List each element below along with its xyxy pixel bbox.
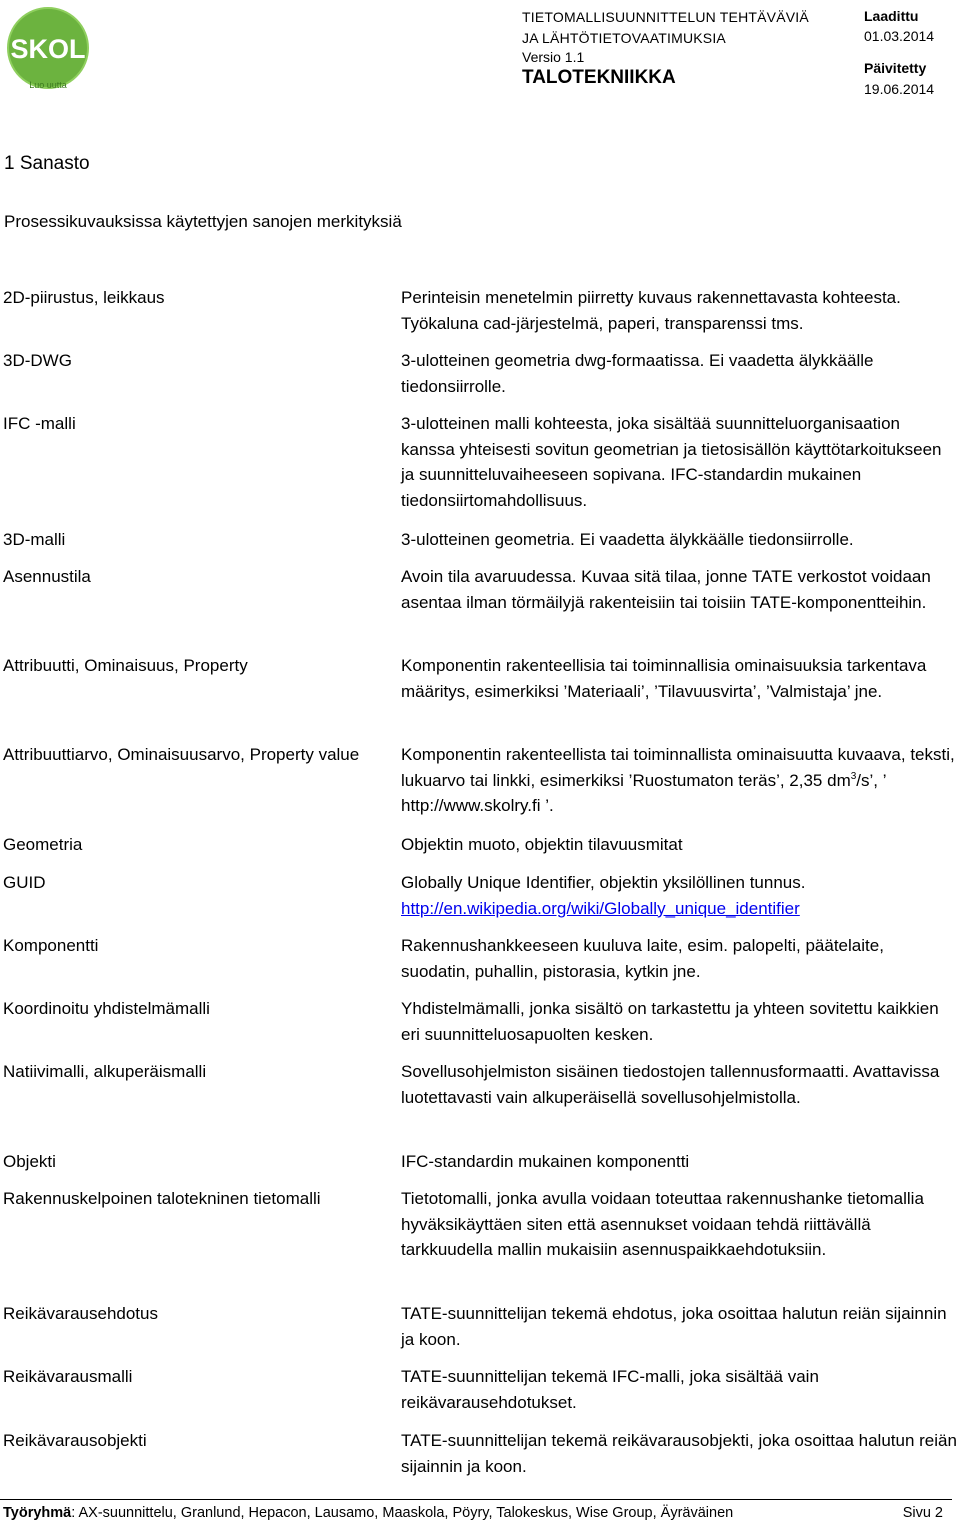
glossary-definition — [401, 870, 957, 921]
document-version: Versio 1.1 — [522, 49, 585, 65]
document-title — [522, 7, 809, 49]
glossary-term: GUID — [3, 873, 46, 892]
glossary-definition: TATE-suunnittelijan tekemä IFC-malli, joka sisältää vain reikävarausehdotukset. — [401, 1367, 819, 1412]
section-subheading: Prosessikuvauksissa käytettyjen sanojen merkityksiä — [4, 212, 402, 231]
glossary-term: Attribuutti, Ominaisuus, Property — [3, 656, 248, 675]
glossary-term: Geometria — [3, 835, 83, 854]
glossary-definition-text-end: /s’, ’ http://www.skolry.fi ’. — [401, 770, 886, 815]
glossary-definition: 3-ulotteinen geometria dwg-formaatissa. Ei vaadetta älykkäälle tiedonsiirrolle. — [401, 351, 874, 396]
glossary-term: Komponentti — [3, 936, 99, 955]
glossary-term: IFC -malli — [3, 414, 76, 433]
page-footer — [3, 1503, 943, 1523]
glossary-definition: Objektin muoto, objektin tilavuusmitat — [401, 835, 683, 854]
glossary-definition: Yhdistelmämalli, jonka sisältö on tarkastettu ja yhteen sovitettu kaikkien eri suunnitteluosapuolten kesken. — [401, 999, 939, 1044]
glossary-term: Reikävarausmalli — [3, 1367, 133, 1386]
glossary-term: Objekti — [3, 1152, 56, 1171]
glossary-definition: Rakennushankkeeseen kuuluva laite, esim. palopelti, päätelaite, suodatin, puhallin, pistorasia, kytkin jne. — [401, 936, 884, 981]
glossary-term: 3D-DWG — [3, 351, 72, 370]
glossary-term: Natiivimalli, alkuperäismalli — [3, 1062, 207, 1081]
footer-group-members: : AX-suunnittelu, Granlund, Hepacon, Lausamo, Maaskola, Pöyry, Talokeskus, Wise Group, Äyräväinen — [71, 1505, 734, 1521]
guid-wikipedia-link[interactable]: http://en.wikipedia.org/wiki/Globally_unique_identifier — [401, 898, 800, 918]
document-title-line-2: JA LÄHTÖTIETOVAATIMUKSIA — [522, 30, 726, 46]
superscript-3: 3 — [850, 770, 857, 782]
created-date: 01.03.2014 — [864, 28, 935, 44]
footer-group-label: Työryhmä — [3, 1505, 72, 1521]
glossary-term: 3D-malli — [3, 530, 66, 549]
page-number: Sivu 2 — [902, 1505, 943, 1521]
glossary-definition: Tietotomalli, jonka avulla voidaan toteuttaa rakennushanke tietomallia hyväksikäyttäen siten että asennukset voidaan tehdä riittävällä tarkkuudella mallin mukaisiin asennuspaikkaehdotuksiin. — [401, 1189, 924, 1259]
glossary-definition: Perinteisin menetelmin piirretty kuvaus rakennettavasta kohteesta. Työkaluna cad-järjestelmä, paperi, transparenssi tms. — [401, 288, 901, 333]
glossary-term: Attribuuttiarvo, Ominaisuusarvo, Property value — [3, 745, 360, 764]
glossary-term: Rakennuskelpoinen talotekninen tietomalli — [3, 1189, 321, 1208]
glossary-definition: IFC-standardin mukainen komponentti — [401, 1152, 690, 1171]
glossary-definition: 3-ulotteinen malli kohteesta, joka sisältää suunnitteluorganisaation kanssa yhteisesti sovitun geometrian ja tietosisällön käyttötarkoitukseen ja suunnitteluvaiheeseen sopivana. IFC-standardin mukainen tiedonsiirtomahdollisuus. — [401, 414, 942, 510]
logo-text: SKOL — [10, 34, 86, 64]
logo-tagline: Luo uutta — [29, 80, 67, 90]
glossary-term: Reikävarausobjekti — [3, 1431, 147, 1450]
document-department: TALOTEKNIIKKA — [522, 67, 676, 88]
section-heading: 1 Sanasto — [4, 153, 90, 174]
glossary-definition: 3-ulotteinen geometria. Ei vaadetta älykkäälle tiedonsiirrolle. — [401, 530, 854, 549]
glossary-definition-text: Globally Unique Identifier, objektin yksilöllinen tunnus. — [401, 873, 806, 892]
updated-date: 19.06.2014 — [864, 81, 935, 97]
glossary-definition: Sovellusohjelmiston sisäinen tiedostojen tallennusformaatti. Avattavissa luotettavasti vain alkuperäisellä sovellusohjelmistolla. — [401, 1062, 940, 1107]
glossary-definition: Komponentin rakenteellisia tai toiminnallisia ominaisuuksia tarkentava määritys, esimerkiksi ’Materiaali’, ’Tilavuusvirta’, ’Valmistaja’ jne. — [401, 656, 927, 701]
skol-logo — [5, 6, 91, 94]
glossary-term: 2D-piirustus, leikkaus — [3, 288, 165, 307]
footer-divider — [0, 1499, 952, 1500]
glossary-definition-text: Komponentin rakenteellista tai toiminnallista ominaisuutta kuvaava, teksti, lukuarvo tai linkki, esimerkiksi ’Ruostumaton teräs’, 2,35 dm — [401, 745, 955, 790]
glossary-term: Asennustila — [3, 567, 91, 586]
created-label: Laadittu — [864, 8, 919, 24]
glossary-definition: TATE-suunnittelijan tekemä ehdotus, joka osoittaa halutun reiän sijainnin ja koon. — [401, 1304, 947, 1349]
document-title-line-1: TIETOMALLISUUNNITTELUN TEHTÄVÄVIÄ — [522, 9, 809, 25]
glossary-definition: TATE-suunnittelijan tekemä reikävarausobjekti, joka osoittaa halutun reiän sijainnin ja koon. — [401, 1431, 957, 1476]
glossary-definition: Avoin tila avaruudessa. Kuvaa sitä tilaa, jonne TATE verkostot voidaan asentaa ilman törmäilyjä rakenteisiin tai toisiin TATE-komponentteihin. — [401, 567, 931, 612]
glossary-definition — [401, 742, 957, 819]
glossary-term: Koordinoitu yhdistelmämalli — [3, 999, 210, 1018]
glossary-term: Reikävarausehdotus — [3, 1304, 158, 1323]
updated-label: Päivitetty — [864, 60, 927, 76]
